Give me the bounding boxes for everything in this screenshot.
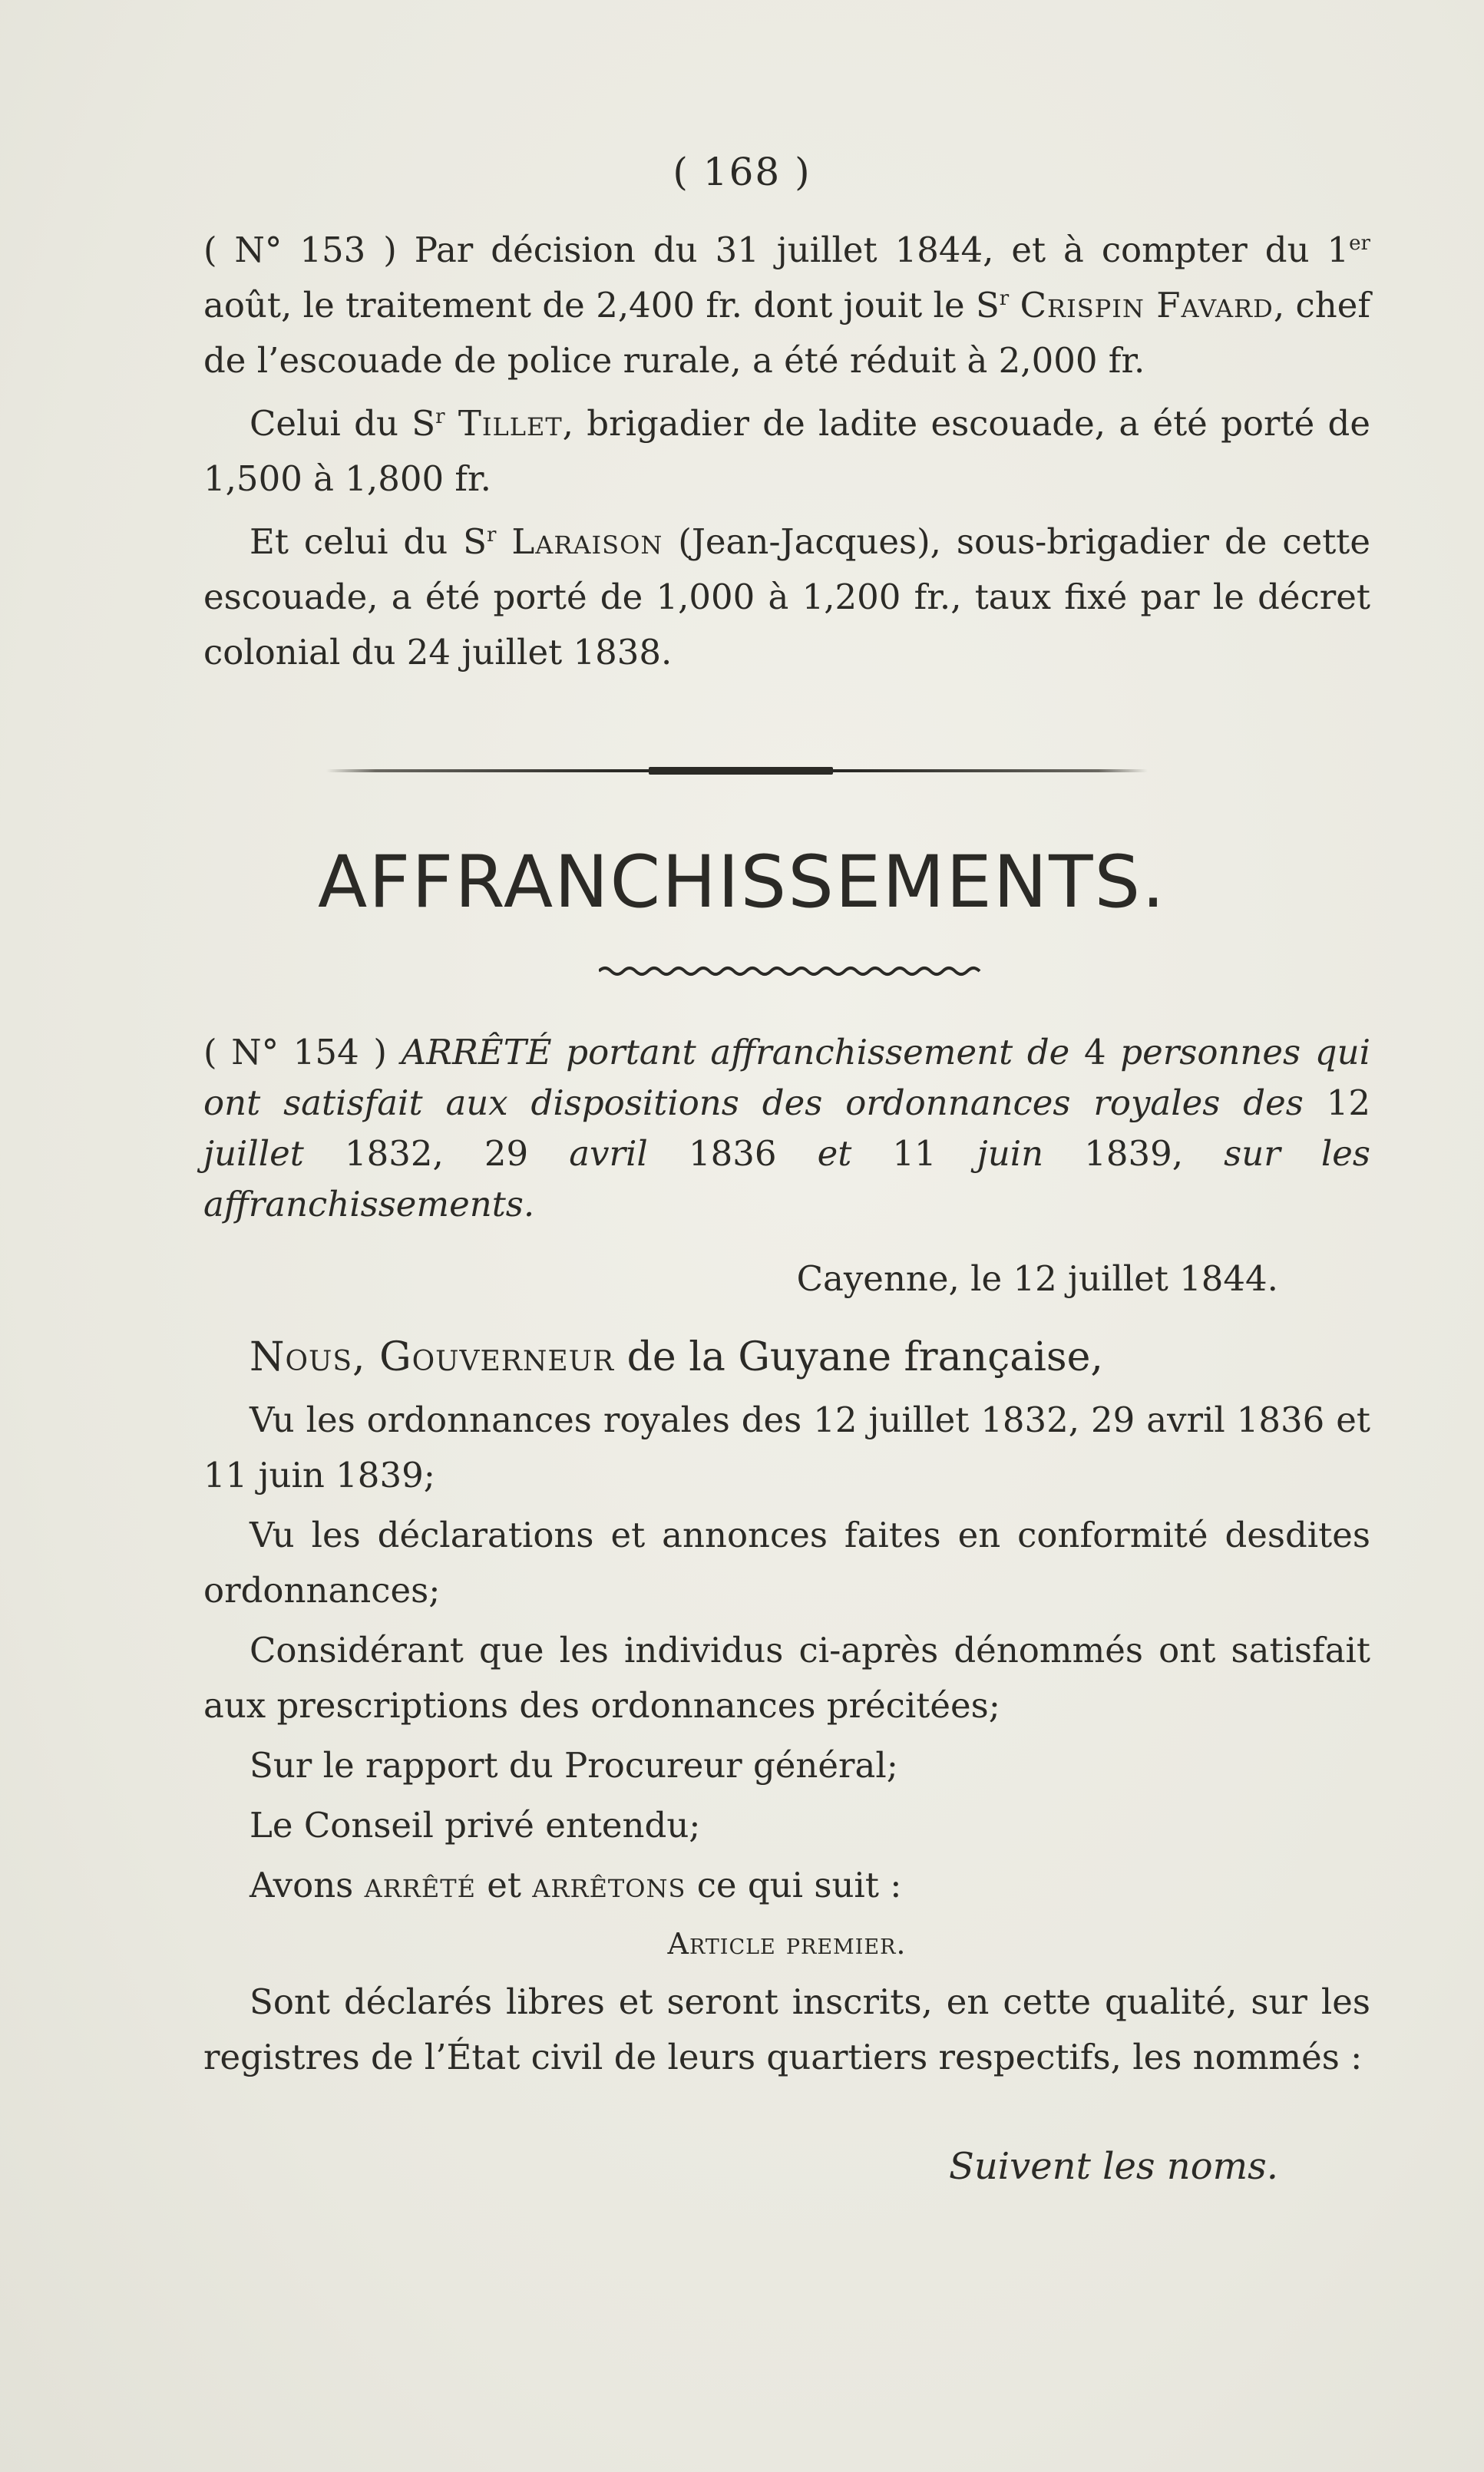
entry-153-name: Crispin Favard xyxy=(1020,285,1274,326)
laraison-lead: Et celui du S xyxy=(250,521,487,562)
wavy-ornament xyxy=(599,964,983,978)
page-number: ( 168 ) xyxy=(673,150,811,194)
considerant-1: Vu les ordonnances royales des 12 juillet 1832, 29 avril 1836 et 11 juin 1839; xyxy=(203,1400,1370,1495)
tillet-name: Tillet xyxy=(458,403,563,444)
entry-153-sup: er xyxy=(1349,232,1370,255)
considerant-5: Le Conseil privé entendu; xyxy=(250,1805,701,1846)
nous-gouverneur-text: de la Guyane française, xyxy=(614,1334,1103,1380)
entry-153-laraison xyxy=(203,514,1370,680)
entry-154-count: 4 xyxy=(1083,1032,1106,1072)
suivent-les-noms: Suivent les noms. xyxy=(949,2145,1278,2188)
avons-tail: ce qui suit : xyxy=(686,1865,902,1905)
considerant-3: Considérant que les individus ci-après dénommés ont satisfait aux prescriptions des ordonnances précitées; xyxy=(203,1630,1370,1726)
entry-154-t6: juin xyxy=(936,1133,1085,1174)
laraison-name: Laraison xyxy=(511,521,663,562)
entry-154-t1: ARRÊTÉ portant affranchissement de xyxy=(401,1032,1084,1072)
tillet-sr: r xyxy=(435,405,445,428)
avons-arretons-word: arrêtons xyxy=(532,1865,686,1905)
entry-153-text-end: , chef de l’escouade de police rurale, a été réduit à 2,000 fr. xyxy=(203,285,1370,381)
section-divider-rule xyxy=(326,769,1148,772)
entry-154 xyxy=(203,1027,1370,2194)
entry-154-t5: et xyxy=(776,1133,893,1174)
nous-gouverneur-title: Nous, Gouverneur xyxy=(250,1334,615,1380)
section-title: AFFRANCHISSEMENTS. xyxy=(317,841,1167,924)
tillet-lead: Celui du S xyxy=(250,403,436,444)
entry-154-y1: 1832, 29 xyxy=(344,1133,529,1174)
tillet-text: , brigadier de ladite escouade, a été porté de 1,500 à 1,800 fr. xyxy=(203,403,1370,499)
entry-153-lead: ( N° 153 ) Par décision du 31 juillet 1844, et à compter du xyxy=(203,230,1327,270)
avons-arrete-word: arrêté xyxy=(364,1865,476,1905)
entry-154-t3: juillet xyxy=(203,1133,345,1174)
avons-arrete xyxy=(203,1858,1370,1913)
entry-153-tillet xyxy=(203,396,1370,507)
entry-153 xyxy=(203,223,1370,680)
avons-and: et xyxy=(475,1865,533,1905)
entry-153-paragraph xyxy=(203,223,1370,388)
laraison-text: (Jean-Jacques), sous-brigadier de cette escouade, a été porté de 1,000 à 1,200 fr., taux fixé par le décret colonial du 24 juillet 1838. xyxy=(203,521,1370,673)
entry-153-sr: r xyxy=(999,287,1010,310)
entry-154-y3: 1839, xyxy=(1084,1133,1184,1174)
entry-154-t2: personnes qui ont satisfait aux dispositions des ordonnances royales des xyxy=(203,1032,1370,1123)
entry-154-number: ( N° 154 ) xyxy=(203,1032,402,1072)
considerant-2: Vu les déclarations et annonces faites en conformité desdites ordonnances; xyxy=(203,1515,1370,1611)
nous-gouverneur xyxy=(203,1330,1370,1385)
avons-lead: Avons xyxy=(250,1865,365,1905)
entry-154-y2: 1836 xyxy=(688,1133,777,1174)
entry-154-d3: 11 xyxy=(892,1133,937,1174)
entry-154-d1: 12 xyxy=(1326,1082,1370,1123)
article-title: Article premier. xyxy=(667,1927,907,1961)
article-text: Sont déclarés libres et seront inscrits, en cette qualité, sur les registres de l’État civil de leurs quartiers respectifs, les nommés : xyxy=(203,1981,1370,2077)
entry-153-day: 1 xyxy=(1327,230,1350,270)
place-date: Cayenne, le 12 juillet 1844. xyxy=(796,1258,1278,1299)
entry-154-t7: sur les affranchissements. xyxy=(203,1133,1370,1224)
entry-154-t4: avril xyxy=(528,1133,689,1174)
entry-154-title xyxy=(203,1027,1370,1230)
considerant-4: Sur le rapport du Procureur général; xyxy=(250,1745,898,1786)
laraison-sr: r xyxy=(486,524,497,547)
entry-153-text: août, le traitement de 2,400 fr. dont jouit le S xyxy=(203,285,1000,326)
